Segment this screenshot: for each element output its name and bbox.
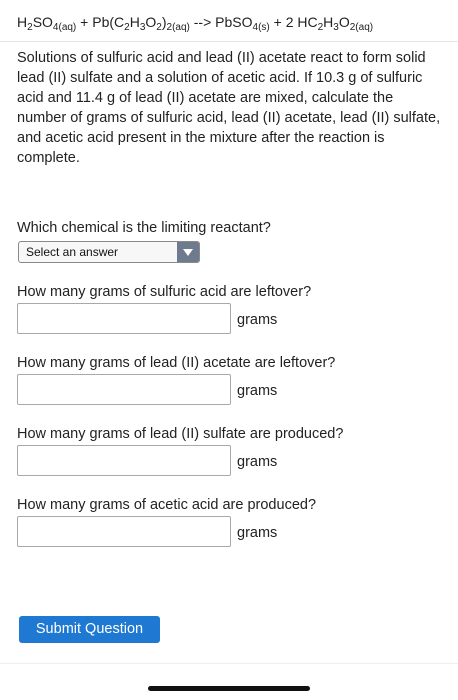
chemical-equation: $H_2SO_{4(aq)} + Pb(C_2H_3O_2)_{2(aq)}$ --> PbSO$_{4(s)}$ + 2 $HC_2H_3O_{2(aq)}$ [17,14,374,33]
lead-acetate-unit: grams [237,383,278,399]
problem-statement: Solutions of sulfuric acid and lead (II) acetate react to form solid lead (II) sulfate and a solution of acetic acid. If 10.3 g of sulfuric acid and 11.4 g of lead (II) acetate are mixed, calculate the number of grams of sulfuric acid, lead (II) acetate, lead (II) sulfate, and acetic acid present in the mixture after the reaction is complete. [17,50,441,166]
submit-question-button[interactable]: Submit Question [19,616,160,643]
acetic-acid-unit: grams [237,525,278,541]
limiting-reactant-question: Which chemical is the limiting reactant? [17,220,271,236]
acetic-acid-question: How many grams of acetic acid are produced? [17,497,317,513]
select-value: Select an answer [26,245,119,259]
top-divider [0,41,458,42]
dropdown-arrow[interactable] [177,242,199,262]
sulfuric-acid-question: How many grams of sulfuric acid are leftover? [17,284,312,300]
lead-acetate-input[interactable] [17,374,231,405]
bottom-divider [0,663,458,664]
lead-sulfate-unit: grams [237,454,278,470]
sulfuric-acid-input[interactable] [17,303,231,334]
home-indicator[interactable] [148,686,310,691]
limiting-reactant-select[interactable] [18,241,200,263]
lead-acetate-question: How many grams of lead (II) acetate are leftover? [17,355,336,371]
lead-sulfate-input[interactable] [17,445,231,476]
sulfuric-acid-unit: grams [237,312,278,328]
triangle-down-icon [183,249,193,256]
acetic-acid-input[interactable] [17,516,231,547]
lead-sulfate-question: How many grams of lead (II) sulfate are produced? [17,426,344,442]
